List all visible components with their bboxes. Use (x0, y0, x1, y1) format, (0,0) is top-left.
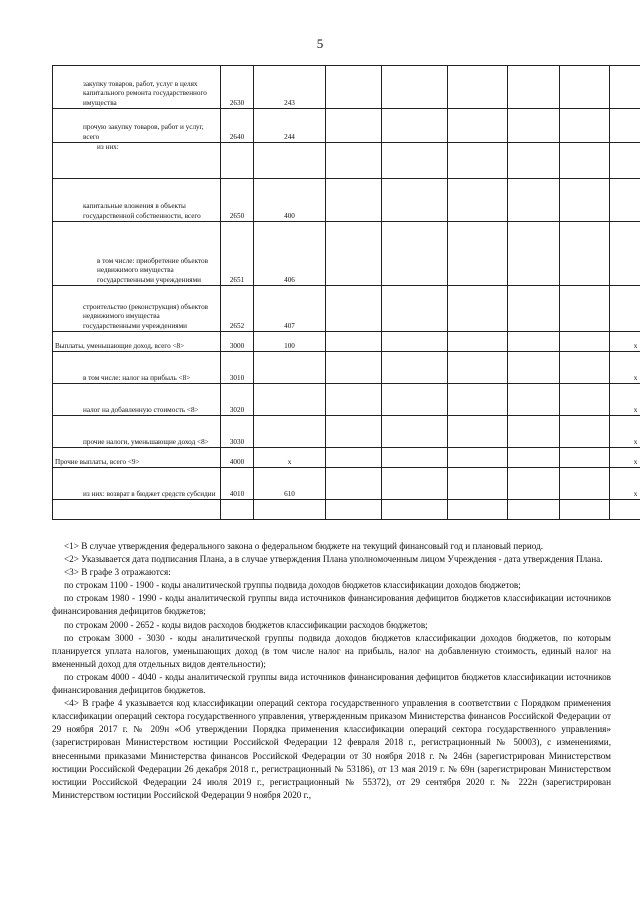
row-x-cell (610, 222, 640, 286)
empty-cell (448, 222, 508, 286)
row-name-cell: в том числе: приобретение объектов недвижимого имущества государственными учреждениями (53, 222, 221, 286)
note-paragraph: по строкам 2000 - 2652 - коды видов расходов бюджетов классификации расходов бюджетов; (64, 619, 428, 630)
row-code-cell: 3030 (221, 416, 254, 448)
table-row (53, 222, 640, 286)
row-code-cell (221, 143, 254, 179)
row-kosgu-cell (254, 384, 326, 416)
empty-cell (448, 500, 508, 520)
empty-cell (382, 416, 448, 448)
empty-cell (508, 109, 560, 143)
row-kosgu-cell: 243 (254, 66, 326, 109)
row-kosgu-cell (254, 143, 326, 179)
row-code-cell: 4000 (221, 448, 254, 468)
empty-cell (382, 286, 448, 332)
row-code-cell: 3000 (221, 332, 254, 352)
table-row (53, 416, 640, 448)
empty-cell (560, 286, 610, 332)
row-x-cell: x (610, 352, 640, 384)
empty-cell (560, 109, 610, 143)
table-row (53, 286, 640, 332)
empty-cell (382, 179, 448, 222)
empty-cell (382, 500, 448, 520)
row-kosgu-cell: 244 (254, 109, 326, 143)
row-name-cell: Выплаты, уменьшающие доход, всего <8> (53, 332, 221, 352)
row-code-cell (221, 500, 254, 520)
row-x-cell (610, 143, 640, 179)
table-row (53, 109, 640, 143)
empty-cell (508, 416, 560, 448)
empty-cell (560, 500, 610, 520)
note-paragraph: <2> Указывается дата подписания Плана, а в случае утверждения Плана уполномоченным лицом Учреждения - дата утверждения Плана. (64, 554, 603, 565)
row-x-cell: x (610, 332, 640, 352)
row-name-cell: строительство (реконструкция) объектов недвижимого имущества государственными учреждениями (53, 286, 221, 332)
row-code-cell: 2640 (221, 109, 254, 143)
empty-cell (560, 416, 610, 448)
table-row (53, 66, 640, 109)
empty-cell (508, 286, 560, 332)
row-code-cell: 4010 (221, 468, 254, 500)
empty-cell (326, 448, 382, 468)
row-code-cell: 2651 (221, 222, 254, 286)
empty-cell (382, 222, 448, 286)
note-paragraph: <1> В случае утверждения федерального закона о федеральном бюджете на текущий финансовый год и плановый период. (64, 541, 544, 551)
row-name-cell (53, 500, 221, 520)
empty-cell (326, 384, 382, 416)
plan-table (52, 65, 640, 520)
empty-cell (448, 286, 508, 332)
empty-cell (382, 384, 448, 416)
empty-cell (326, 352, 382, 384)
empty-cell (560, 222, 610, 286)
empty-cell (560, 179, 610, 222)
row-name-cell: капитальные вложения в объекты государственной собственности, всего (53, 179, 221, 222)
empty-cell (448, 143, 508, 179)
empty-cell (448, 468, 508, 500)
row-code-cell: 3020 (221, 384, 254, 416)
empty-cell (560, 352, 610, 384)
empty-cell (382, 468, 448, 500)
row-name-cell: прочие налоги, уменьшающие доход <8> (53, 416, 221, 448)
empty-cell (448, 66, 508, 109)
empty-cell (508, 500, 560, 520)
empty-cell (448, 179, 508, 222)
empty-cell (382, 332, 448, 352)
row-name-cell: из них: возврат в бюджет средств субсидии (53, 468, 221, 500)
note-paragraph: по строкам 3000 - 3030 - коды аналитической группы подвида доходов бюджетов классификации доходов бюджетов, по которым планируется уплата налогов, уменьшающих доход (в том числе налог на прибыль, налог на добавленную стоимость, единый налог на вмененный доход для отдельных видов деятельности); (52, 632, 611, 669)
empty-cell (448, 352, 508, 384)
empty-cell (508, 143, 560, 179)
empty-cell (448, 384, 508, 416)
row-code-cell: 3010 (221, 352, 254, 384)
table-row (53, 143, 640, 179)
note-paragraph: <3> В графе 3 отражаются: (64, 567, 171, 578)
row-code-cell: 2650 (221, 179, 254, 222)
empty-cell (382, 448, 448, 468)
row-x-cell: x (610, 468, 640, 500)
note-paragraph: по строкам 4000 - 4040 - коды аналитической группы вида источников финансирования дефицитов бюджетов классификации источников финансирования дефицитов бюджетов. (52, 671, 611, 696)
table-row (53, 384, 640, 416)
empty-cell (326, 109, 382, 143)
note-paragraph: по строкам 1980 - 1990 - коды аналитической группы вида источников финансирования дефицитов бюджетов классификации источников финансирования дефицитов бюджетов; (52, 593, 611, 617)
row-code-cell: 2630 (221, 66, 254, 109)
footnotes (52, 540, 611, 802)
row-kosgu-cell: x (254, 448, 326, 468)
row-name-cell: закупку товаров, работ, услуг в целях капитального ремонта государственного имущества (53, 66, 221, 109)
empty-cell (448, 448, 508, 468)
row-kosgu-cell: 610 (254, 468, 326, 500)
note-paragraph: по строкам 1100 - 1900 - коды аналитической группы подвида доходов бюджетов классификации доходов бюджетов; (64, 580, 521, 591)
empty-cell (326, 332, 382, 352)
empty-cell (560, 468, 610, 500)
empty-cell (326, 468, 382, 500)
row-x-cell: x (610, 384, 640, 416)
table-row (53, 332, 640, 352)
table-row (53, 468, 640, 500)
empty-cell (560, 143, 610, 179)
empty-cell (448, 109, 508, 143)
empty-cell (448, 416, 508, 448)
row-kosgu-cell (254, 352, 326, 384)
empty-cell (560, 384, 610, 416)
empty-cell (326, 222, 382, 286)
page-number: 5 (316, 36, 324, 51)
empty-cell (508, 222, 560, 286)
row-kosgu-cell: 406 (254, 222, 326, 286)
empty-cell (326, 66, 382, 109)
row-kosgu-cell: 100 (254, 332, 326, 352)
table-row (53, 500, 640, 520)
empty-cell (382, 143, 448, 179)
empty-cell (326, 286, 382, 332)
note-paragraph: <4> В графе 4 указывается код классификации операций сектора государственного управления в соответствии с Порядком применения классификации операций сектора государственного управления, утвержденным приказом Министерства финансов Российской Федерации от 29 ноября 2017 г. № 209н «Об утверждении Порядка применения классификации операций сектора государственного управления» (зарегистрирован Министерством юстиции Российской Федерации 12 февраля 2018 г., регистрационный № 50003), с изменениями, внесенными приказами Министерства финансов Российской Федерации от 30 ноября 2018 г. № 246н (зарегистрирован Министерством юстиции Российской Федерации 26 декабря 2018 г., регистрационный № 53186), от 13 мая 2019 г. № 69н (зарегистрирован Министерством юстиции Российской Федерации 24 июля 2019 г., регистрационный № 55372), от 29 сентября 2020 г. № 222н (зарегистрирован Министерством юстиции Российской Федерации 9 ноября 2020 г., (52, 698, 611, 800)
row-name-cell: прочую закупку товаров, работ и услуг, всего (53, 109, 221, 143)
empty-cell (508, 179, 560, 222)
empty-cell (560, 66, 610, 109)
row-kosgu-cell (254, 416, 326, 448)
row-code-cell: 2652 (221, 286, 254, 332)
row-x-cell (610, 286, 640, 332)
empty-cell (508, 352, 560, 384)
row-name-cell: из них: (53, 143, 221, 179)
row-kosgu-cell: 400 (254, 179, 326, 222)
table-row (53, 448, 640, 468)
row-x-cell: x (610, 416, 640, 448)
empty-cell (326, 143, 382, 179)
empty-cell (382, 352, 448, 384)
empty-cell (508, 66, 560, 109)
empty-cell (508, 468, 560, 500)
row-kosgu-cell (254, 500, 326, 520)
row-x-cell: x (610, 448, 640, 468)
row-x-cell (610, 500, 640, 520)
empty-cell (382, 66, 448, 109)
row-name-cell: в том числе: налог на прибыль <8> (53, 352, 221, 384)
empty-cell (508, 384, 560, 416)
row-kosgu-cell: 407 (254, 286, 326, 332)
empty-cell (560, 448, 610, 468)
table-row (53, 179, 640, 222)
row-x-cell (610, 66, 640, 109)
row-name-cell: Прочие выплаты, всего <9> (53, 448, 221, 468)
empty-cell (560, 332, 610, 352)
empty-cell (326, 500, 382, 520)
row-x-cell (610, 109, 640, 143)
table-row (53, 352, 640, 384)
empty-cell (382, 109, 448, 143)
row-x-cell (610, 179, 640, 222)
empty-cell (448, 332, 508, 352)
row-name-cell: налог на добавленную стоимость <8> (53, 384, 221, 416)
empty-cell (326, 179, 382, 222)
empty-cell (508, 448, 560, 468)
empty-cell (326, 416, 382, 448)
empty-cell (508, 332, 560, 352)
